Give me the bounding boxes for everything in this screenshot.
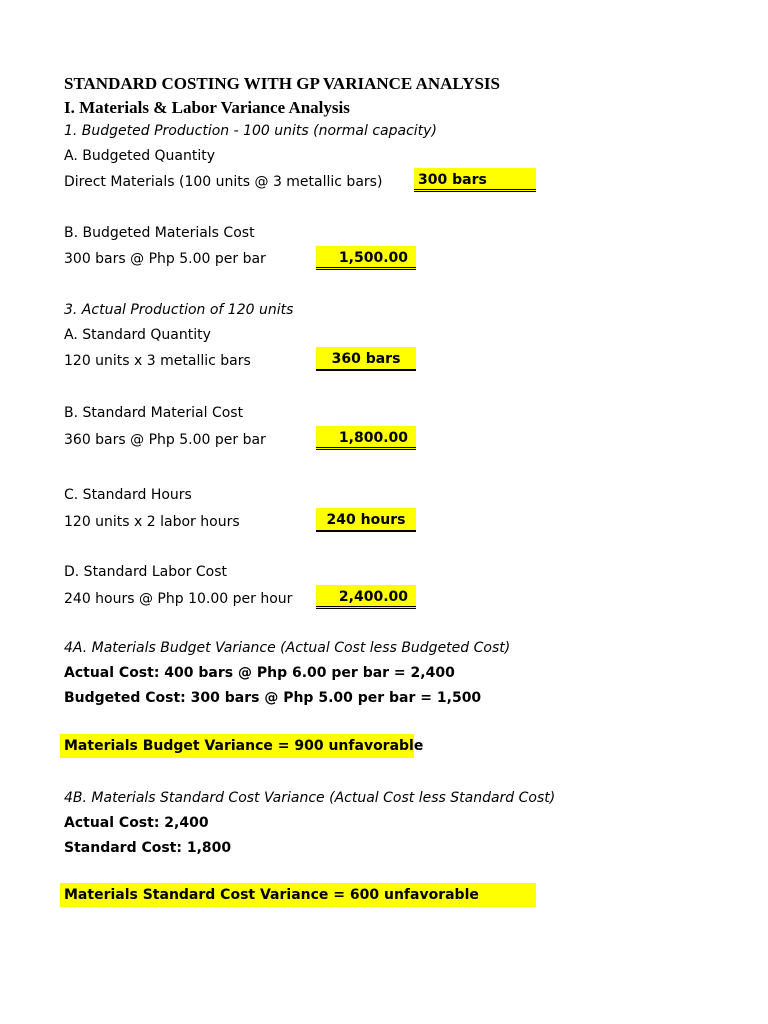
budgeted-materials-cost-text: 300 bars @ Php 5.00 per bar [64, 251, 266, 267]
budgeted-production-heading: 1. Budgeted Production - 100 units (normal capacity) [64, 123, 437, 139]
standard-quantity-label: A. Standard Quantity [64, 327, 211, 343]
standard-hours-label: C. Standard Hours [64, 487, 192, 503]
standard-quantity-text: 120 units x 3 metallic bars [64, 353, 251, 369]
budgeted-quantity-value: 300 bars [414, 168, 536, 192]
standard-material-cost-value: 1,800.00 [316, 426, 416, 450]
standard-material-cost-label: B. Standard Material Cost [64, 405, 244, 421]
standard-labor-cost-label: D. Standard Labor Cost [64, 564, 227, 580]
actual-production-heading: 3. Actual Production of 120 units [64, 302, 294, 318]
materials-budget-variance-heading: 4A. Materials Budget Variance (Actual Cost less Budgeted Cost) [64, 640, 511, 656]
budgeted-quantity-text: Direct Materials (100 units @ 3 metallic bars) [64, 174, 383, 190]
materials-standard-actual-cost: Actual Cost: 2,400 [64, 815, 209, 831]
materials-budget-actual-cost: Actual Cost: 400 bars @ Php 6.00 per bar = 2,400 [64, 665, 455, 681]
standard-hours-text: 120 units x 2 labor hours [64, 514, 240, 530]
budgeted-quantity-label: A. Budgeted Quantity [64, 148, 216, 164]
budgeted-materials-cost-label: B. Budgeted Materials Cost [64, 225, 255, 241]
materials-standard-cost-variance-heading: 4B. Materials Standard Cost Variance (Actual Cost less Standard Cost) [64, 790, 556, 806]
standard-hours-value: 240 hours [316, 508, 416, 532]
standard-labor-cost-value: 2,400.00 [316, 585, 416, 609]
standard-labor-cost-text: 240 hours @ Php 10.00 per hour [64, 591, 293, 607]
page-title: STANDARD COSTING WITH GP VARIANCE ANALYSIS [64, 74, 500, 93]
materials-standard-standard-cost: Standard Cost: 1,800 [64, 840, 232, 856]
section-heading: I. Materials & Labor Variance Analysis [64, 98, 350, 117]
materials-standard-cost-variance-result: Materials Standard Cost Variance = 600 unfavorable [60, 883, 536, 907]
budgeted-materials-cost-value: 1,500.00 [316, 246, 416, 270]
standard-material-cost-text: 360 bars @ Php 5.00 per bar [64, 432, 266, 448]
materials-budget-variance-result: Materials Budget Variance = 900 unfavorable [60, 734, 414, 758]
standard-quantity-value: 360 bars [316, 347, 416, 371]
materials-budget-budgeted-cost: Budgeted Cost: 300 bars @ Php 5.00 per bar = 1,500 [64, 690, 482, 706]
